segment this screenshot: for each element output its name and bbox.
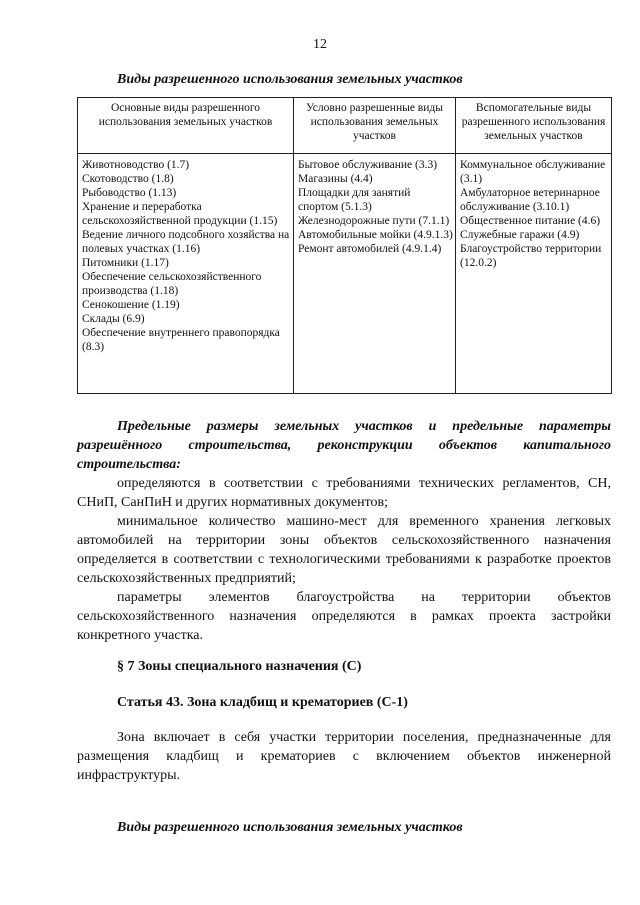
main-use-item: Обеспечение сельскохозяйственного производства (1.18) — [82, 271, 262, 297]
main-use-item: Рыбоводство (1.13) — [82, 187, 177, 199]
header-auxiliary-uses: Вспомогательные виды разрешенного использования земельных участков — [456, 98, 612, 154]
limits-section — [77, 417, 611, 645]
main-use-item: Ведение личного подсобного хозяйства на полевых участках (1.16) — [82, 229, 290, 255]
conditional-use-item: Магазины (4.4) — [298, 173, 373, 185]
conditional-uses-cell — [294, 154, 456, 394]
conditional-use-item: Железнодорожные пути (7.1.1) — [298, 215, 450, 227]
main-uses-cell — [78, 154, 294, 394]
auxiliary-use-item: Коммунальное обслуживание (3.1) — [460, 159, 606, 185]
page-number: 12 — [313, 37, 327, 52]
article-title: Статья 43. Зона кладбищ и крематориев (С-1) — [117, 695, 408, 710]
conditional-use-item: Площадки для занятий спортом (5.1.3) — [298, 187, 411, 213]
main-use-item: Склады (6.9) — [82, 313, 145, 325]
main-use-item: Сенокошение (1.19) — [82, 299, 180, 311]
limits-paragraph: параметры элементов благоустройства на территории объектов сельскохозяйственного назначения определяются в рамках проекта застройки конкретного участка. — [77, 590, 611, 643]
main-use-item: Питомники (1.17) — [82, 257, 169, 269]
main-use-item: Хранение и переработка сельскохозяйственной продукции (1.15) — [82, 201, 278, 227]
permitted-uses-table — [77, 97, 612, 394]
limits-paragraph: определяются в соответствии с требованиями технических регламентов, СН, СНиП, СанПиН и других нормативных документов; — [77, 476, 611, 510]
header-conditional-uses: Условно разрешенные виды использования земельных участков — [294, 98, 456, 154]
main-use-item: Обеспечение внутреннего правопорядка (8.3) — [82, 327, 280, 353]
main-use-item: Животноводство (1.7) — [82, 159, 190, 171]
permitted-uses-heading: Виды разрешенного использования земельных участков — [117, 72, 463, 87]
auxiliary-uses-cell — [456, 154, 612, 394]
auxiliary-use-item: Благоустройство территории (12.0.2) — [460, 243, 602, 269]
conditional-use-item: Автомобильные мойки (4.9.1.3) — [298, 229, 453, 241]
auxiliary-use-item: Служебные гаражи (4.9) — [460, 229, 580, 241]
main-use-item: Скотоводство (1.8) — [82, 173, 174, 185]
header-main-uses: Основные виды разрешенного использования земельных участков — [78, 98, 294, 154]
permitted-uses-heading-2: Виды разрешенного использования земельных участков — [117, 820, 463, 835]
limits-paragraph: минимальное количество машино-мест для временного хранения легковых автомобилей на территории зоны объектов сельскохозяйственного назначения определяется в соответствии с технологическими требованиями к разработке проектов сельскохозяйственных предприятий; — [77, 514, 611, 586]
conditional-use-item: Бытовое обслуживание (3.3) — [298, 159, 438, 171]
conditional-use-item: Ремонт автомобилей (4.9.1.4) — [298, 243, 442, 255]
limits-heading: Предельные размеры земельных участков и предельные параметры разрешённого строительства, реконструкции объектов капитального строительства: — [77, 419, 611, 472]
zone-description-text: Зона включает в себя участки территории поселения, предназначенные для размещения кладбищ и крематориев с включением объектов инженерной инфраструктуры. — [77, 730, 611, 783]
zone-description — [77, 728, 611, 785]
auxiliary-use-item: Общественное питание (4.6) — [460, 215, 601, 227]
section-title: § 7 Зоны специального назначения (С) — [117, 659, 362, 674]
auxiliary-use-item: Амбулаторное ветеринарное обслуживание (3.10.1) — [460, 187, 600, 213]
